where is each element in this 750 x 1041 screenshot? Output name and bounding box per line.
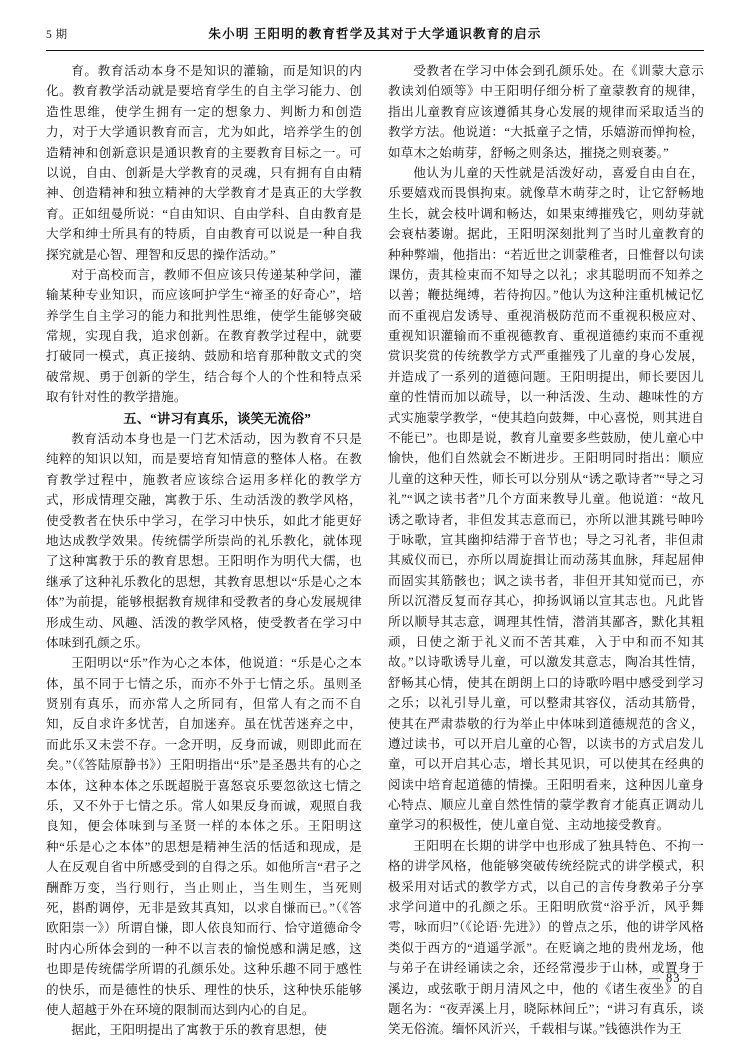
footer-right-dash: —	[685, 971, 699, 985]
page-header	[46, 24, 704, 48]
header-rule	[46, 50, 704, 51]
left-column	[46, 61, 362, 1038]
paragraph: 育。教育活动本身不是知识的灌输，而是知识的内化。教育教学活动就是要培育学生的自主学习能力、创造性思维，使学生拥有一定的想象力、判断力和创造力，对于大学通识教育而言，尤为如此，培养学生的创造精神和创新意识是通识教育的主要教育目标之一。可以说，自由、创新是大学教育的灵魂，只有拥有自由精神、创造精神和独立精神的大学教育才是真正的大学教育。正如纽曼所说：“自由知识、自由学科、自由教育是大学和绅士所具有的特质，自由教育可以说是一种自我探究就是心智、理智和反思的操作活动。”	[46, 64, 362, 262]
paragraph: 据此，王阳明提出了寓教于乐的教育思想，使	[71, 1023, 328, 1038]
paragraph: 王阳明在长期的讲学中也形成了独具特色、不拘一格的讲学风格，他能够突破传统经院式的讲学模式，积极采用对话式的教学方式，以自己的言传身教弟子分享求学问道中的孔颜之乐。王阳明欣赏“浴乎沂，风乎舞雩，咏而归”（《论语·先进》）的曾点之乐，他的讲学风格类似于西方的“逍遥学派”。在贬谪之地的贵州龙场，他与弟子在讲经诵读之余，还经常漫步于山林，或置身于溪边，或弦歌于朗月清风之中，他的《诸生夜坐》的自题名为：“夜弄溪上月，晓际林间丘”；“讲习有真乐，谈笑无俗流。缅怀风沂兴，千载相与谋。”钱德洪作为王	[388, 838, 704, 1037]
page-number: 83	[666, 971, 681, 985]
paragraph: 他认为儿童的天性就是活泼好动，喜爱自由自在，乐要嬉戏而畏惧拘束。就像草木萌芽之时，让它舒畅地生长，就会枝叶调和畅达，如果束缚摧残它，则幼芽就会衰枯萎谢。据此，王阳明深刻批判了当时儿童教育的种种弊端，他指出：“若近世之训蒙稚者，日惟督以句读课仿，责其检束而不知导之以礼；求其聪明而不知养之以善；鞭挞绳缚，若待拘囚。”他认为这种注重机械记忆而不重视启发诱导、重视消极防范而不重视积极应对、重视知识灌输而不重视德教育、重视道德约束而不重视赏识奖赏的传统教学方式严重摧残了儿童的身心发展，并造成了一系列的道德问题。王阳明提出，师长要因儿童的性情而加以疏导，以一种活泼、生动、趣味性的方式实施蒙学教学，“使其趋向鼓舞，中心喜悦，则其进自不能已”。也即是说，教育儿童要多些鼓励，使儿童心中愉快，他们自然就会不断进步。王阳明同时指出：顺应儿童的这种天性，师长可以分别从“诱之歌诗者”“导之习礼”“讽之读书者”几个方面来教导儿童。他说道：“故凡诱之歌诗者，非但发其志意而已，亦所以泄其跳号呻吟于咏歌，宣其幽抑结滞于音节也；导之习礼者，非但肃其威仪而已，亦所以周旋揖让而动荡其血脉，拜起屈伸而固实其筋骸也；讽之读书者，非但开其知觉而已，亦所以沉潜反复而存其心，抑扬讽诵以宣其志也。凡此皆所以顺导其志意，调理其性情，潜消其鄙吝，默化其粗顽，日使之渐于礼义而不苦其难，入于中和而不知其故。”以诗歌诱导儿童，可以激发其意志，陶冶其性情，舒畅其心情，使其在朗朗上口的诗歌吟唱中感受到学习之乐；以礼引导儿童，可以整肃其容仪，活动其筋骨，使其在严肃恭敬的行为举止中体味到道德规范的含义，遵过读书，可以开启儿童的心智，以读书的方式启发儿童，可以开启其心志，增长其见识，可以使其在经典的阅读中培育起道德的情操。王阳明看来，这种因儿童身心特点、顺应儿童自然性情的蒙学教育才能真正调动儿童学习的积极性，使儿童自觉、主动地接受教育。	[388, 165, 704, 833]
paragraph: 王阳明以“乐”作为心之本体，他说道：“乐是心之本体，虽不同于七情之乐，而亦不外于七情之乐。虽则圣贤别有真乐，而亦常人之所同有，但常人有之而不自知，反自求许多忧苦，自加迷弃。虽在忧苦迷弃之中，而此乐又未尝不存。一念开明，反身而诚，则即此而在矣。”（《答陆原静书》）王阳明指出“乐”是圣愚共有的心之本体，这种本体之乐既超脱于喜怒哀乐要忽欲这七情之乐，又不外于七情之乐。常人如果反身而诚，观照自我良知，便会体味到与圣贤一样的本体之乐。王阳明这种“乐是心之本体”的思想是精神生活的恬适和现成，是人在反观自省中所感受到的自得之乐。如他所言“君子之酬酢万变，当行则行，当止则止，当生则生，当死则死，斟酌调停，无非是致其真知，以求自慊而已。”（《答欧阳崇一》）所谓自慊，即人依良知而行、恰守道德命令时内心所体会到的一种不以言表的愉悦感和满足感，这也即是传统儒学所谓的孔颜乐处。这种乐趣不同于感性的快乐，而是德性的快乐、理性的快乐，这种快乐能够使人超越于外在环境的限制而达到内心的自足。	[46, 656, 362, 1017]
paragraph: 教育活动本身也是一门艺术活动，因为教育不只是纯粹的知识以知，而是要培育知情意的整体人格。在教育教学过程中，施教者应该综合运用多样化的教学方式，形成情理交融，寓教于乐、生动活泼的教学风格，使受教者在快乐中学习，在学习中快乐，如此才能更好地达成教学效果。传统儒学所崇尚的礼乐教化，就体现了这种寓教于乐的教育思想。王阳明作为明代大儒，也继承了这种礼乐教化的思想，其教育思想以“乐是心之本体”为前提，能够根据教育规律和受教者的身心发展规律形成生动、风趣、活泼的教学风格，使受教者在学习中体味到孔颜之乐。	[46, 432, 362, 650]
issue-label: 5 期	[46, 29, 68, 41]
footer-left-dash: —	[647, 971, 661, 985]
page-footer	[643, 971, 705, 986]
paragraph: 对于高校而言，教师不但应该只传递某种学问，灌输某种专业知识，而应该呵护学生“禘圣的好奇心”，培养学生自主学习的能力和批判性思维，使学生能够突破常规，实现自我，追求创新。在教育教学过程中，就要打破同一模式，真正接纳、鼓励和培育那种散文式的突破常规、勇于创新的学生，结合每个人的个性和特点采取有针对性的教学措施。	[46, 267, 362, 405]
running-head-title: 朱小明 王阳明的教育哲学及其对于大学通识教育的启示	[208, 27, 542, 41]
section-heading: 五、“讲习有真乐，谈笑无流俗”	[123, 410, 311, 426]
paragraph: 受教者在学习中体会到孔颜乐处。在《训蒙大意示教读刘伯颂等》中王阳明仔细分析了童蒙教育的规律，指出儿童教育应该遵循其身心发展的规律而采取适当的教学方法。他说道：“大抵童子之情，乐嬉游而惮拘检，如草木之始萌芽，舒畅之则条达，摧挠之则衰萎。”	[388, 64, 704, 160]
